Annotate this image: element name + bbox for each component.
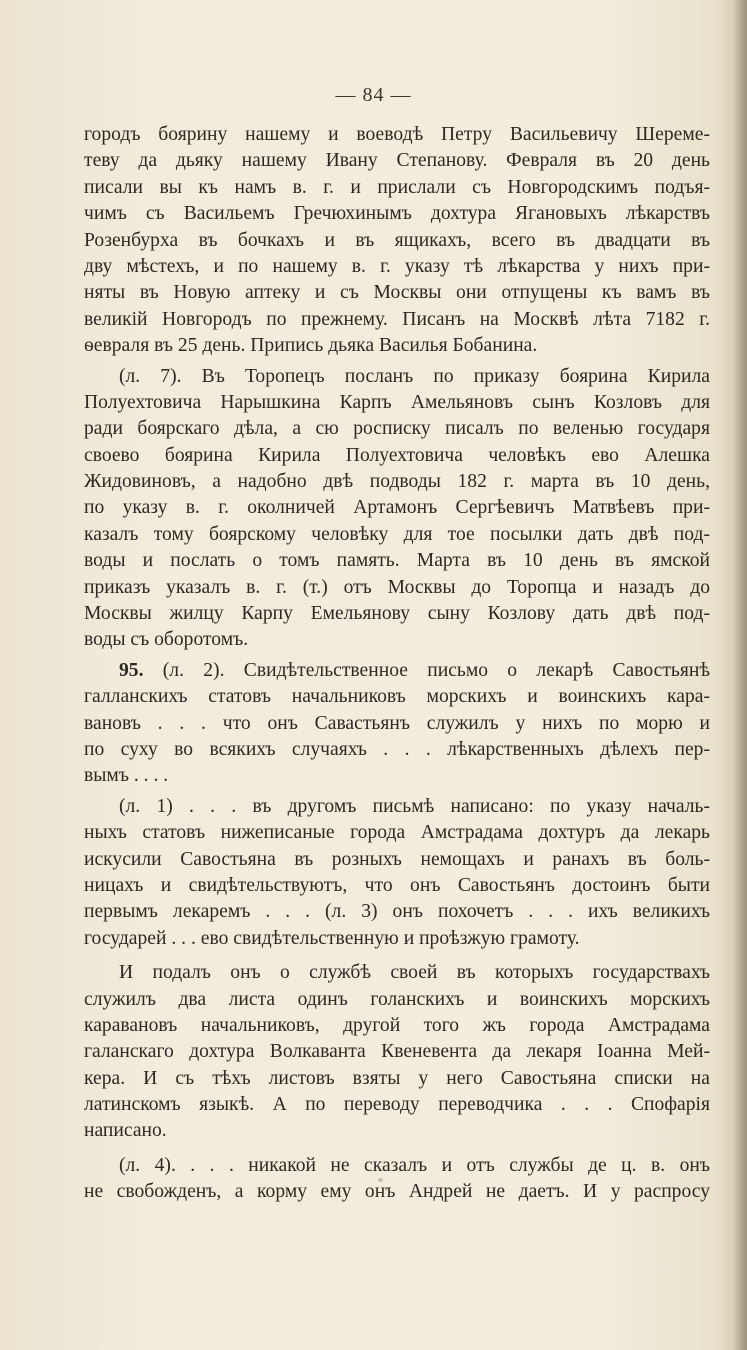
text-line: теву да дьяку нашему Ивану Степанову. Февраля въ 20 день [84,150,710,172]
text-line: галанскаго дохтура Волкаванта Квеневента да лекаря Іоанна Мей- [84,1041,710,1063]
text-line: вановъ . . . что онъ Савастьянъ служилъ у нихъ по морю и [84,712,710,734]
text-line: искусили Савостьяна въ розныхъ немощахъ и ранахъ въ боль- [84,848,710,870]
text-line: воды съ оборотомъ. [84,629,249,651]
paragraph-letter-continuation [84,122,710,360]
text-line: писали вы къ намъ в. г. и прислали съ Новгородскимъ подъя- [84,176,710,198]
text-line: написано. [84,1120,167,1142]
text-line: чимъ съ Васильемъ Гречюхинымъ дохтура Ягановыхъ лѣкарствъ [84,203,710,225]
text-line: И подалъ онъ о службѣ своей въ которыхъ государствахъ [119,962,710,984]
text-line: Москвы жилцу Карпу Емельянову сыну Козлову дать двѣ под- [84,603,710,625]
text-line: (л. 1) . . . въ другомъ письмѣ написано: по указу началь- [119,795,710,817]
text-line: не свобожденъ, а корму ему онъ Андрей не даетъ. И у распросу [84,1181,710,1203]
text-line: ѳевраля въ 25 день. Припись дьяка Василья Бобанина. [84,335,538,357]
text-line: кера. И съ тѣхъ листовъ взяты у него Савостьяна списки на [84,1067,710,1089]
text-line: няты въ Новую аптеку и съ Москвы они отпущены къ вамъ въ [84,282,710,304]
text-line: ныхъ статовъ нижеписаные города Амстрадама дохтуръ да лекарь [84,822,710,844]
text-line: Полуехтовича Нарышкина Карпъ Амельяновъ сынъ Козловъ для [84,391,710,413]
paragraph-second-letter [84,794,710,952]
text-line: государей . . . ево свидѣтельственную и проѣзжую грамоту. [84,927,580,949]
text-line: (л. 7). Въ Торопецъ посланъ по приказу боярина Кирила [119,365,710,387]
text-line: галланскихъ статовъ начальниковъ морскихъ и воинскихъ кара- [84,686,710,708]
text-line: вымъ . . . . [84,765,169,787]
text-line: каравановъ начальниковъ, другой того жъ города Амстрадама [84,1014,710,1036]
page-number: — 84 — [335,84,412,106]
text-line: дву мѣстехъ, и по нашему в. г. указу тѣ лѣкарства у нихъ при- [84,255,710,277]
text-line: первымъ лекаремъ . . . (л. 3) онъ похочетъ . . . ихъ великихъ [84,901,710,923]
text-line: своево боярина Кирила Полуехтовича человѣкъ ево Алешка [84,444,710,466]
text-line: латинскомъ языкѣ. А по переводу переводчика . . . Спофарія [84,1094,710,1116]
text-line: по суху во всякихъ случаяхъ . . . лѣкарственныхъ дѣлехъ пер- [84,738,710,760]
text-line: по указу в. г. околничей Артамонъ Сергѣевичъ Матвѣевъ при- [84,497,710,519]
paragraph-toropets-receipt [84,364,710,654]
text-line-rest: (л. 2). Свидѣтельственное письмо о лекарѣ Савостьянѣ [143,659,710,681]
text-line [84,658,710,684]
text-line: воды и послать о томъ память. Марта въ 10 день въ ямской [84,550,710,572]
text-line: ницахъ и свидѣтельствуютъ, что онъ Савостьянъ достоинъ быти [84,874,710,896]
page-body-text [84,122,710,1206]
paragraph-service-sheets [84,960,710,1145]
text-line: (л. 4). . . . никакой не сказалъ и отъ службы де ц. в. онъ [119,1154,710,1176]
text-line: городъ боярину нашему и воеводѣ Петру Васильевичу Шереме- [84,124,710,145]
text-line: казалъ тому боярскому человѣку для тое посылки дать двѣ под- [84,523,710,545]
text-line: великій Новгородъ по прежнему. Писанъ на Москвѣ лѣта 7182 г. [84,308,710,330]
paper-blemish [378,1178,383,1182]
document-number: 95. [119,659,144,681]
text-line: Жидовиновъ, а надобно двѣ подводы 182 г. марта въ 10 день, [84,471,710,493]
text-line: Розенбурха въ бочкахъ и въ ящикахъ, всего въ двадцати въ [84,229,710,251]
page-spine-shadow [733,0,747,1350]
text-line: приказъ указалъ в. г. (т.) отъ Москвы до Торопца и назадъ до [84,576,710,598]
text-line: ради боярскаго дѣла, а сю росписку писалъ по веленью государя [84,418,710,440]
paragraph-interrogation [84,1153,710,1206]
text-line: служилъ два листа одинъ голанскихъ и воинскихъ морскихъ [84,988,710,1010]
paragraph-document-95 [84,658,710,790]
